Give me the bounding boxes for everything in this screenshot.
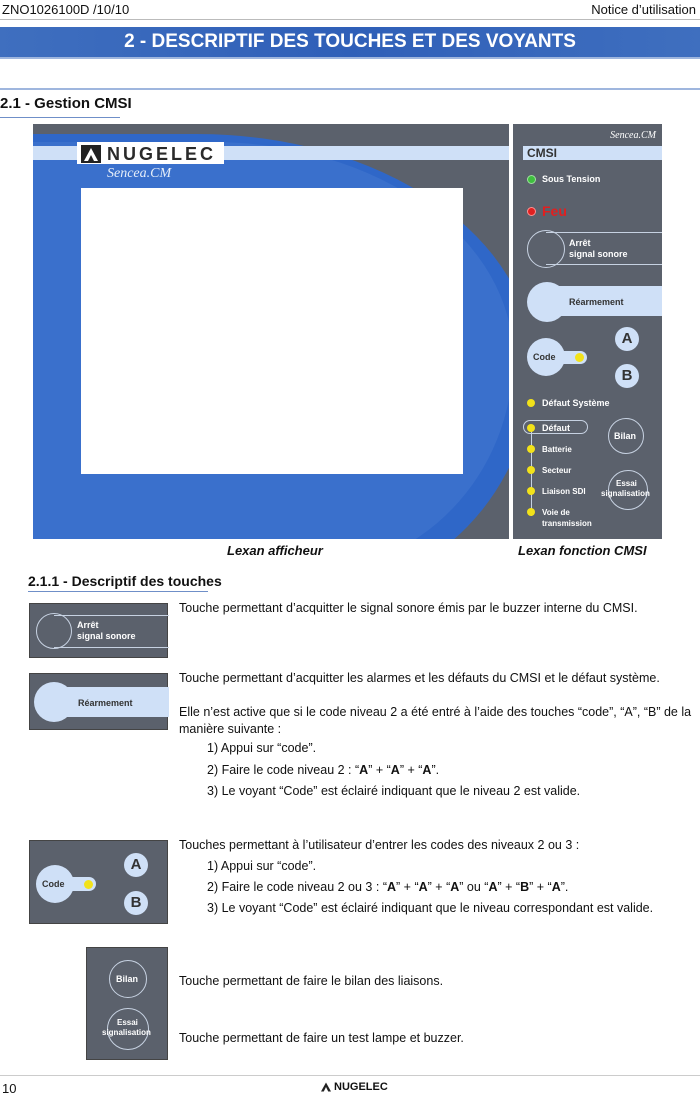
brand-name: NUGELEC [107, 143, 217, 164]
secteur-led [527, 466, 535, 474]
thumb-arret-line-top [54, 615, 169, 616]
footer-logo-icon [320, 1082, 332, 1092]
arret-label-1: Arrêt [569, 238, 591, 248]
bilan-label: Bilan [614, 431, 637, 441]
section-rule [0, 88, 700, 90]
thumb-essai-label-2: signalisation [102, 1028, 151, 1037]
code-led [575, 353, 584, 362]
lexan-cmsi-panel [513, 124, 662, 539]
feu-led [527, 207, 536, 216]
arret-label-2: signal sonore [569, 249, 628, 259]
thumb-b-button: B [124, 891, 148, 915]
product-name: Sencea.CM [107, 166, 172, 181]
thumb-arret-button [36, 613, 72, 649]
arret-description: Touche permettant d’acquitter le signal sonore émis par le buzzer interne du CMSI. [179, 601, 638, 615]
thumb-arret-line-bottom [54, 647, 169, 648]
liaison-sdi-led [527, 487, 535, 495]
code-step-1: 1) Appui sur “code”. [207, 859, 317, 873]
doc-type: Notice d’utilisation [591, 2, 696, 17]
sous-tension-label: Sous Tension [542, 174, 601, 184]
feu-label: Feu [542, 203, 567, 219]
rearm-step-1: 1) Appui sur “code”. [207, 741, 317, 755]
voie-led [527, 508, 535, 516]
essai-description: Touche permettant de faire un test lampe et buzzer. [179, 1031, 464, 1045]
sous-tension-led [527, 175, 536, 184]
nugelec-logo [77, 142, 224, 164]
essai-label-2: signalisation [601, 489, 650, 498]
arret-outline-top [546, 232, 662, 233]
defaut-systeme-label: Défaut Système [542, 398, 610, 408]
voie-label-1: Voie de [542, 508, 570, 517]
subsection-underline [28, 591, 208, 592]
footer-rule [0, 1075, 700, 1076]
defaut-systeme-led [527, 399, 535, 407]
a-button[interactable]: A [615, 327, 639, 351]
footer-logo [320, 1081, 388, 1093]
code-step-3: 3) Le voyant “Code” est éclairé indiquant que le niveau correspondant est valide. [207, 901, 654, 915]
thumb-arret-label-1: Arrêt [77, 620, 99, 630]
bilan-essai-thumb [86, 947, 168, 1060]
footer-logo-text: NUGELEC [334, 1081, 388, 1093]
code-step-2: 2) Faire le code niveau 2 ou 3 : “A” + “A” + “A” ou “A” + “B” + “A”. [207, 880, 569, 894]
thumb-essai-label-1: Essai [117, 1018, 138, 1027]
rearmement-thumb [29, 673, 168, 730]
defaut-label: Défaut [542, 423, 571, 433]
rearm-step-2: 2) Faire le code niveau 2 : “A” + “A” + “A”. [207, 763, 440, 777]
liaison-sdi-label: Liaison SDI [542, 487, 586, 496]
batterie-led [527, 445, 535, 453]
thumb-rearm-label: Réarmement [78, 698, 133, 708]
lcd-screen [81, 188, 463, 474]
b-button[interactable]: B [615, 364, 639, 388]
lexan-display-panel [33, 124, 509, 539]
rearm-description-1: Touche permettant d’acquitter les alarmes et les défauts du CMSI et le défaut système. [179, 671, 660, 685]
code-description: Touches permettant à l’utilisateur d’entrer les codes des niveaux 2 ou 3 : [179, 838, 580, 852]
arret-outline-bottom [546, 264, 662, 265]
rearm-step-3: 3) Le voyant “Code” est éclairé indiquant que le niveau 2 est valide. [207, 784, 581, 798]
voie-label-2: transmission [542, 519, 592, 528]
thumb-a-button: A [124, 853, 148, 877]
bilan-description: Touche permettant de faire le bilan des liaisons. [179, 974, 444, 988]
rearmement-label: Réarmement [569, 297, 624, 307]
thumb-rearm-button [34, 682, 74, 722]
section-underline [0, 117, 120, 118]
thumb-arret-label-2: signal sonore [77, 631, 136, 641]
thumb-code-label: Code [42, 879, 65, 889]
chapter-banner: 2 - DESCRIPTIF DES TOUCHES ET DES VOYANTS [0, 27, 700, 57]
caption-cmsi: Lexan fonction CMSI [518, 543, 647, 558]
essai-label-1: Essai [616, 479, 637, 488]
arret-thumb [29, 603, 168, 658]
defaut-led [527, 424, 535, 432]
secteur-label: Secteur [542, 466, 572, 475]
caption-afficheur: Lexan afficheur [227, 543, 323, 558]
code-label: Code [533, 352, 556, 362]
thumb-bilan-label: Bilan [116, 974, 139, 984]
code-thumb [29, 840, 168, 924]
subsection-title: 2.1.1 - Descriptif des touches [28, 573, 222, 589]
page-number: 10 [2, 1081, 17, 1096]
page-header [0, 0, 700, 20]
doc-ref: ZNO1026100D /10/10 [2, 2, 130, 17]
rearm-description-2: Elle n’est active que si le code niveau 2 a été entré à l’aide des touches “code”, “A”, “B” de la manière suivante : [179, 705, 692, 736]
arret-button[interactable] [527, 230, 565, 268]
batterie-label: Batterie [542, 445, 572, 454]
cmsi-product-name: Sencea.CM [610, 130, 656, 141]
thumb-code-led [84, 880, 93, 889]
section-title: 2.1 - Gestion CMSI [0, 95, 132, 112]
nugelec-logo-icon [81, 145, 101, 163]
rearmement-button[interactable] [527, 282, 567, 322]
cmsi-title: CMSI [523, 146, 662, 160]
